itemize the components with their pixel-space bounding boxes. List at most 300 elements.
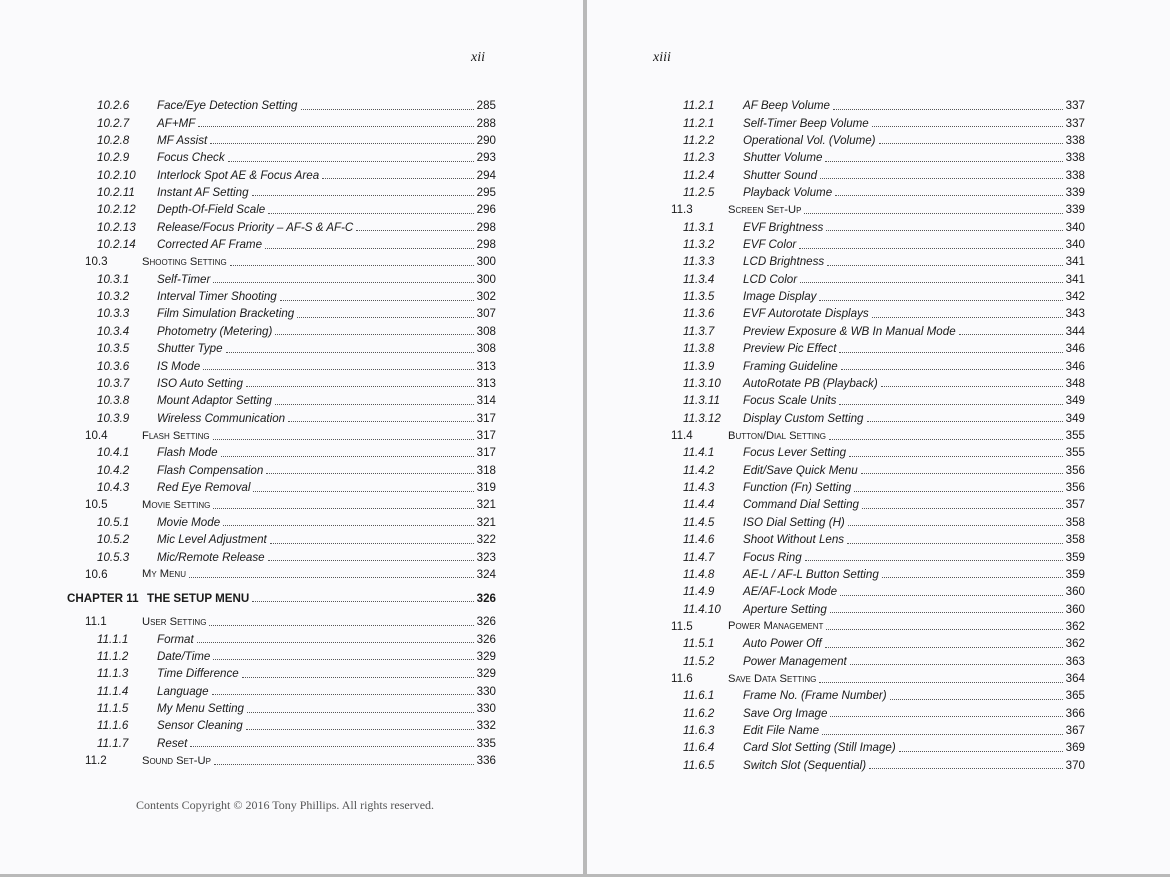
toc-entry-page: 326 [476,591,496,605]
toc-entry-title: Power Management [728,620,824,633]
toc-subsection-entry[interactable] [66,392,496,409]
toc-entry-number: 10.4 [85,429,108,442]
toc-entry-title: Focus Check [157,151,225,165]
toc-entry-number: 11.3.6 [683,307,715,321]
toc-chapter-entry[interactable] [66,585,496,611]
toc-entry-number: 10.3.9 [97,411,130,425]
toc-entry-page: 341 [1065,255,1085,269]
toc-entry-number: 11.4.7 [683,550,715,564]
toc-entry-title: Display Custom Setting [743,411,864,425]
toc-entry-title: ISO Auto Setting [157,376,243,390]
toc-section-entry[interactable] [671,670,1085,687]
toc-section-entry[interactable] [66,496,496,513]
toc-subsection-entry[interactable] [66,462,496,479]
toc-entry-title: Shutter Type [157,342,223,356]
toc-subsection-entry[interactable] [671,271,1085,288]
dot-leader [819,290,1062,301]
toc-entry-page: 337 [1065,116,1085,130]
toc-subsection-entry[interactable] [671,705,1085,722]
dot-leader [850,654,1063,665]
toc-entry-page: 365 [1065,689,1085,703]
toc-entry-title: Instant AF Setting [157,185,249,199]
toc-subsection-entry[interactable] [671,340,1085,357]
toc-entry-number: 11.3.12 [683,411,721,425]
toc-entry-title: Operational Vol. (Volume) [743,133,876,147]
toc-subsection-entry[interactable] [66,201,496,218]
toc-section-entry[interactable] [671,427,1085,444]
toc-subsection-entry[interactable] [671,236,1085,253]
toc-entry-number: 11.4.9 [683,585,715,599]
dot-leader [266,463,473,474]
toc-section-entry[interactable] [671,201,1085,218]
toc-subsection-entry[interactable] [66,648,496,665]
dot-leader [899,741,1063,752]
toc-subsection-entry[interactable] [671,687,1085,704]
dot-leader [862,498,1063,509]
toc-subsection-entry[interactable] [671,566,1085,583]
toc-entry-number: 11.2.1 [683,116,715,130]
toc-entry-title: ISO Dial Setting (H) [743,515,845,529]
toc-subsection-entry[interactable] [671,132,1085,149]
toc-entry-page: 296 [476,203,496,217]
dot-leader [840,585,1063,596]
toc-entry-title: My Menu Setting [157,702,244,716]
toc-subsection-entry[interactable] [671,635,1085,652]
dot-leader [288,411,474,422]
dot-leader [833,99,1063,110]
toc-subsection-entry[interactable] [671,514,1085,531]
toc-entry-number: 10.4.3 [97,481,130,495]
toc-entry-number: 10.3.4 [97,324,130,338]
toc-entry-title: Edit File Name [743,724,820,738]
toc-entry-page: 342 [1065,290,1085,304]
dot-leader [861,463,1063,474]
dot-leader [253,481,473,492]
toc-subsection-entry[interactable] [66,531,496,548]
toc-subsection-entry[interactable] [66,288,496,305]
dot-leader [209,615,473,626]
toc-subsection-entry[interactable] [671,392,1085,409]
toc-entry-page: 302 [476,290,496,304]
toc-entry-title: Auto Power Off [743,637,822,651]
toc-entry-page: 366 [1065,706,1085,720]
toc-section-entry[interactable] [66,613,496,630]
toc-entry-title: Button/Dial Setting [728,429,826,442]
toc-entry-page: 323 [476,550,496,564]
toc-entry-title: Movie Setting [142,498,211,511]
toc-entry-page: 298 [476,238,496,252]
toc-entry-number: 11.6.1 [683,689,715,703]
dot-leader [280,290,474,301]
dot-leader [246,719,474,730]
page-number: xii [471,50,485,65]
toc-section-entry[interactable] [66,253,496,270]
toc-subsection-entry[interactable] [671,409,1085,426]
page-number: xiii [653,50,671,65]
toc-subsection-entry[interactable] [671,548,1085,565]
toc-subsection-entry[interactable] [66,735,496,752]
toc-entry-number: 11.3.11 [683,394,720,408]
toc-entry-title: Mic Level Adjustment [157,533,267,547]
toc-entry-title: Focus Scale Units [743,394,837,408]
toc-entry-title: EVF Autorotate Displays [743,307,869,321]
toc-entry-title: Image Display [743,290,817,304]
toc-entry-number: 11.2.2 [683,133,715,147]
toc-section-entry[interactable] [671,618,1085,635]
toc-entry-page: 362 [1065,619,1085,633]
toc-subsection-entry[interactable] [66,375,496,392]
toc-entry-page: 336 [476,754,496,768]
toc-subsection-entry[interactable] [66,700,496,717]
dot-leader [872,307,1063,318]
toc-subsection-entry[interactable] [671,323,1085,340]
toc-entry-number: 11.1.5 [97,702,129,716]
toc-entry-title: THE SETUP MENU [147,591,250,605]
toc-entry-page: 308 [476,324,496,338]
toc-entry-page: 362 [1065,637,1085,651]
dot-leader [839,342,1062,353]
toc-entry-title: IS Mode [157,359,201,373]
dot-leader [890,689,1063,700]
toc-entry-title: Depth-Of-Field Scale [157,203,266,217]
toc-entry-title: Flash Compensation [157,463,264,477]
dot-leader [221,446,474,457]
toc-subsection-entry[interactable] [66,271,496,288]
toc-entry-page: 339 [1065,203,1085,217]
toc-entry-number: 11.2.1 [683,99,715,113]
toc-entry-title: Playback Volume [743,185,833,199]
toc-entry-number: 11.4.1 [683,446,715,460]
toc-entry-number: 11.3.7 [683,324,715,338]
dot-leader [190,736,473,747]
toc-entry-number: CHAPTER 11 [67,591,139,605]
toc-entry-page: 330 [476,684,496,698]
toc-entry-title: Frame No. (Frame Number) [743,689,887,703]
toc-entry-page: 364 [1065,672,1085,686]
toc-entry-page: 341 [1065,272,1085,286]
toc-entry-page: 314 [476,394,496,408]
toc-subsection-entry[interactable] [671,357,1085,374]
toc-subsection-entry[interactable] [66,514,496,531]
toc-entry-number: 11.5.2 [683,654,715,668]
toc-entry-page: 358 [1065,533,1085,547]
toc-entry-title: Preview Pic Effect [743,342,837,356]
toc-entry-number: 10.4.2 [97,463,130,477]
toc-subsection-entry[interactable] [671,149,1085,166]
toc-entry-number: 10.3.6 [97,359,130,373]
toc-subsection-entry[interactable] [671,97,1085,114]
toc-entry-title: Photometry (Metering) [157,324,273,338]
dot-leader [805,550,1063,561]
toc-subsection-entry[interactable] [66,548,496,565]
toc-entry-number: 10.5.3 [97,550,130,564]
toc-entry-number: 10.6 [85,567,108,581]
dot-leader [800,272,1063,283]
dot-leader [854,481,1062,492]
toc-subsection-entry[interactable] [66,717,496,734]
toc-entry-title: Shoot Without Lens [743,533,845,547]
toc-subsection-entry[interactable] [66,236,496,253]
toc-entry-number: 10.2.13 [97,220,136,234]
toc-entry-page: 340 [1065,220,1085,234]
toc-entry-number: 10.3.3 [97,307,130,321]
toc-entry-number: 10.3.1 [97,272,130,286]
toc-entry-title: Red Eye Removal [157,481,251,495]
toc-subsection-entry[interactable] [671,531,1085,548]
toc-entry-title: Sensor Cleaning [157,719,243,733]
toc-entry-title: LCD Brightness [743,255,825,269]
toc-entry-number: 10.2.14 [97,238,136,252]
toc-entry-title: Card Slot Setting (Still Image) [743,741,896,755]
toc-subsection-entry[interactable] [671,462,1085,479]
toc-entry-title: AE-L / AF-L Button Setting [743,567,879,581]
dot-leader [247,702,474,713]
dot-leader [819,672,1062,683]
toc-entry-number: 11.1 [85,615,107,629]
toc-entry-title: EVF Color [743,238,797,252]
toc-entry-number: 10.5.1 [97,515,130,529]
dot-leader [230,255,474,266]
toc-subsection-entry[interactable] [66,114,496,131]
toc-entry-page: 326 [476,615,496,629]
toc-entry-page: 295 [476,185,496,199]
toc-subsection-entry[interactable] [66,305,496,322]
toc-entry-number: 11.4.2 [683,463,715,477]
toc-entry-title: Shutter Sound [743,168,818,182]
toc-entry-number: 11.6.2 [683,706,715,720]
toc-entry-number: 10.2.9 [97,151,130,165]
toc-subsection-entry[interactable] [66,683,496,700]
toc-entry-number: 10.5 [85,498,108,512]
toc-entry-page: 355 [1065,429,1085,442]
toc-entry-number: 10.3.2 [97,290,130,304]
toc-subsection-entry[interactable] [671,166,1085,183]
toc-subsection-entry[interactable] [671,600,1085,617]
toc-entry-page: 338 [1065,133,1085,147]
toc-entry-number: 11.4.4 [683,498,715,512]
dot-leader [829,429,1063,440]
toc-entry-page: 335 [476,736,496,750]
dot-leader [804,203,1062,214]
toc-entry-title: Shutter Volume [743,151,823,165]
toc-entry-title: AF+MF [157,116,196,130]
dot-leader [867,411,1063,422]
dot-leader [226,342,474,353]
toc-subsection-entry[interactable] [671,496,1085,513]
toc-entry-page: 298 [476,220,496,234]
dot-leader [841,359,1063,370]
toc-entry-page: 344 [1065,324,1085,338]
toc-entry-number: 11.3.10 [683,376,721,390]
toc-subsection-entry[interactable] [66,219,496,236]
dot-leader [879,133,1063,144]
toc-entry-title: Wireless Communication [157,411,286,425]
toc-subsection-entry[interactable] [66,630,496,647]
toc-entry-title: Release/Focus Priority – AF-S & AF-C [157,220,354,234]
toc-entry-page: 340 [1065,238,1085,252]
dot-leader [799,238,1062,249]
toc-entry-title: AE/AF-Lock Mode [743,585,838,599]
toc-entry-number: 10.3.5 [97,342,130,356]
toc-entry-page: 313 [476,359,496,373]
dot-leader [297,307,473,318]
toc-entry-page: 317 [476,429,496,442]
toc-entry-title: Function (Fn) Setting [743,481,852,495]
toc-entry-number: 10.3.8 [97,394,130,408]
toc-entry-title: Reset [157,736,188,750]
toc-subsection-entry[interactable] [66,479,496,496]
toc-subsection-entry[interactable] [671,184,1085,201]
toc-subsection-entry[interactable] [671,479,1085,496]
dot-leader [275,394,474,405]
dot-leader [827,255,1062,266]
toc-subsection-entry[interactable] [671,253,1085,270]
toc-entry-page: 339 [1065,185,1085,199]
toc-entry-number: 11.1.4 [97,684,129,698]
toc-subsection-entry[interactable] [66,97,496,114]
toc-entry-title: Power Management [743,654,847,668]
toc-subsection-entry[interactable] [66,409,496,426]
toc-entry-title: Aperture Setting [743,602,827,616]
toc-subsection-entry[interactable] [671,653,1085,670]
dot-leader [825,637,1063,648]
toc-entry-number: 11.6.4 [683,741,715,755]
dot-leader [882,567,1063,578]
dot-leader [849,446,1063,457]
toc-subsection-entry[interactable] [671,757,1085,774]
toc-entry-title: Edit/Save Quick Menu [743,463,858,477]
toc-entry-page: 321 [476,498,496,512]
dot-leader [356,220,473,231]
toc-list [66,97,496,769]
toc-subsection-entry[interactable] [671,583,1085,600]
toc-entry-page: 317 [476,411,496,425]
toc-entry-title: Shooting Setting [142,255,227,268]
toc-entry-page: 338 [1065,151,1085,165]
toc-entry-number: 11.2.4 [683,168,715,182]
toc-entry-page: 337 [1065,99,1085,113]
dot-leader [826,220,1062,231]
toc-subsection-entry[interactable] [671,722,1085,739]
toc-entry-title: Interval Timer Shooting [157,290,277,304]
toc-entry-title: AF Beep Volume [743,99,831,113]
left-page [0,0,583,874]
toc-subsection-entry[interactable] [671,739,1085,756]
toc-entry-page: 349 [1065,411,1085,425]
toc-entry-page: 329 [476,667,496,681]
copyright-footer: Contents Copyright © 2016 Tony Phillips. All rights reserved. [136,798,435,812]
dot-leader [275,324,473,335]
toc-subsection-entry[interactable] [66,340,496,357]
toc-section-entry[interactable] [66,566,496,583]
dot-leader [213,272,473,283]
toc-entry-title: Screen Set-Up [728,203,802,216]
dot-leader [869,758,1063,769]
dot-leader [872,116,1063,127]
toc-entry-number: 11.3.4 [683,272,715,286]
toc-entry-number: 10.5.2 [97,533,130,547]
toc-subsection-entry[interactable] [66,166,496,183]
dot-leader [825,151,1062,162]
toc-entry-page: 285 [476,99,496,113]
toc-entry-title: Time Difference [157,667,239,681]
toc-entry-number: 11.1.6 [97,719,129,733]
toc-entry-number: 10.2.10 [97,168,136,182]
toc-section-entry[interactable] [66,427,496,444]
toc-subsection-entry[interactable] [671,219,1085,236]
toc-entry-title: User Setting [142,615,207,628]
toc-entry-number: 11.2.5 [683,185,715,199]
toc-subsection-entry[interactable] [66,149,496,166]
dot-leader [830,706,1062,717]
dot-leader [268,550,474,561]
toc-entry-title: Mic/Remote Release [157,550,265,564]
toc-entry-number: 11.5.1 [683,637,715,651]
dot-leader [268,203,473,214]
toc-entry-title: Movie Mode [157,515,221,529]
toc-subsection-entry[interactable] [671,288,1085,305]
toc-subsection-entry[interactable] [671,305,1085,322]
toc-entry-title: LCD Color [743,272,798,286]
dot-leader [301,99,474,110]
toc-entry-title: Face/Eye Detection Setting [157,99,298,113]
toc-entry-page: 370 [1065,758,1085,772]
toc-subsection-entry[interactable] [671,444,1085,461]
dot-leader [270,533,474,544]
toc-subsection-entry[interactable] [671,375,1085,392]
dot-leader [213,429,474,440]
dot-leader [322,168,473,179]
toc-entry-page: 360 [1065,585,1085,599]
dot-leader [246,376,474,387]
toc-entry-number: 10.2.12 [97,203,136,217]
toc-entry-number: 11.2.3 [683,151,715,165]
toc-entry-title: Switch Slot (Sequential) [743,758,867,772]
toc-entry-page: 308 [476,342,496,356]
toc-entry-number: 11.3 [671,203,693,217]
toc-entry-number: 11.1.2 [97,649,129,663]
toc-entry-page: 355 [1065,446,1085,460]
toc-subsection-entry[interactable] [66,444,496,461]
toc-entry-number: 10.2.8 [97,133,130,147]
toc-subsection-entry[interactable] [66,132,496,149]
dot-leader [839,394,1062,405]
toc-entry-number: 11.4.10 [683,602,721,616]
toc-entry-title: EVF Brightness [743,220,824,234]
toc-entry-title: Preview Exposure & WB In Manual Mode [743,324,956,338]
toc-entry-number: 11.3.9 [683,359,715,373]
toc-subsection-entry[interactable] [671,114,1085,131]
toc-entry-number: 11.6.5 [683,758,715,772]
toc-section-entry[interactable] [66,752,496,769]
toc-entry-page: 367 [1065,724,1085,738]
toc-entry-number: 11.4.5 [683,515,715,529]
toc-entry-page: 346 [1065,342,1085,356]
toc-entry-title: Interlock Spot AE & Focus Area [157,168,320,182]
toc-entry-title: Corrected AF Frame [157,238,263,252]
toc-subsection-entry[interactable] [66,184,496,201]
toc-subsection-entry[interactable] [66,665,496,682]
toc-entry-title: My Menu [142,568,186,581]
toc-entry-page: 343 [1065,307,1085,321]
toc-subsection-entry[interactable] [66,323,496,340]
toc-entry-page: 307 [476,307,496,321]
toc-entry-title: AutoRotate PB (Playback) [743,376,878,390]
toc-subsection-entry[interactable] [66,357,496,374]
toc-entry-page: 348 [1065,376,1085,390]
toc-entry-title: Language [157,684,209,698]
toc-entry-page: 300 [476,272,496,286]
